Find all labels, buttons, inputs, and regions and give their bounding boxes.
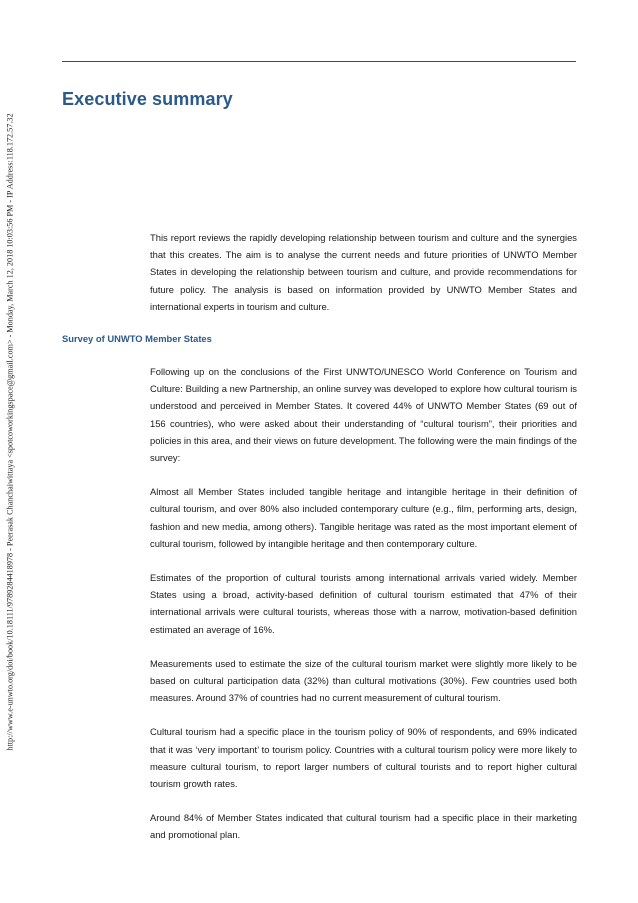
body-paragraph: Following up on the conclusions of the First UNWTO/UNESCO World Conference on Tourism and Culture: Building a new Partnership, an online survey was developed to explore how cultural tourism is understood and perceived in Member States. It covered 44% of UNWTO Member States (69 out of 156 countries), who were asked about their understanding of “cultural tourism”, their priorities and policies in this area, and their views on future development. The following were the main findings of the survey: [150, 366, 577, 464]
section-body [150, 363, 577, 861]
header-rule [62, 61, 576, 62]
body-paragraph: Around 84% of Member States indicated that cultural tourism had a specific place in their marketing and promotional plan. [150, 812, 577, 841]
body-paragraph: Measurements used to estimate the size of the cultural tourism market were slightly more likely to be based on cultural participation data (32%) than cultural motivations (30%). Few countries used both measures. Around 37% of countries had no current measurement of cultural tourism. [150, 657, 577, 704]
body-paragraph: Almost all Member States included tangible heritage and intangible heritage in their definition of cultural tourism, and over 80% also included contemporary culture (e.g., film, performing arts, design, fashion and new media, among others). Tangible heritage was rated as the most important element of cultural tourism, followed by intangible heritage and then contemporary culture. [150, 486, 577, 549]
intro-paragraph: This report reviews the rapidly developing relationship between tourism and culture and the synergies that this creates. The aim is to analyse the current needs and future priorities of UNWTO Member States in developing the relationship between tourism and culture, and provide recommendations for future policy. The analysis is based on information provided by UNWTO Member States and international experts in tourism and culture. [150, 232, 577, 312]
side-watermark [0, 0, 20, 903]
body-paragraph: Estimates of the proportion of cultural tourists among international arrivals varied widely. Member States using a broad, activity-based definition of cultural tourism estimated that 47% of their international arrivals were cultural tourists, whereas those with a narrow, motivation-based definition estimated an average of 16%. [150, 572, 577, 635]
body-paragraph: Cultural tourism had a specific place in the tourism policy of 90% of respondents, and 69% indicated that it was ‘very important’ to tourism policy. Countries with a cultural tourism policy were more likely to measure cultural tourism, to report larger numbers of cultural tourists and to report higher cultural tourism growth rates. [150, 726, 577, 790]
page-title: Executive summary [62, 89, 233, 109]
watermark-text: http://www.e-unwto.org/doi/book/10.18111/9789284418978 - Peerasak Chanchaiwittaya <spotcoworkingspace@gmail.com> - Monday, March 12, 2018 10:03:56 PM - IP Address:118.172.57.32 [5, 113, 15, 751]
section-heading: Survey of UNWTO Member States [62, 333, 212, 344]
